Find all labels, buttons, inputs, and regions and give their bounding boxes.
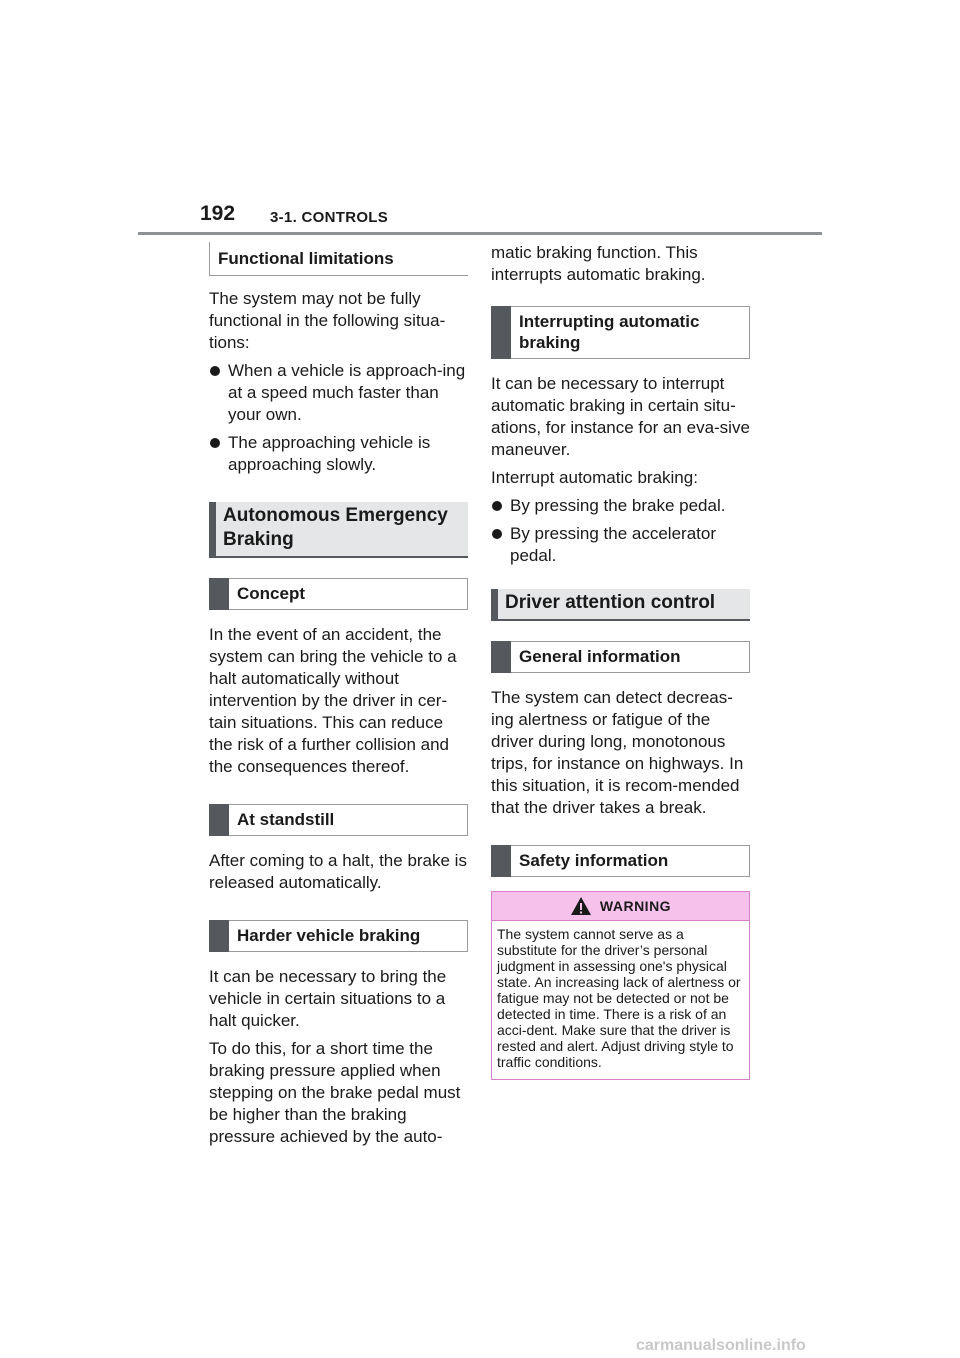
section-heading-driver-attention: Driver attention control: [491, 589, 750, 621]
subheading-concept: Concept: [209, 578, 468, 610]
subheading-general-information: General information: [491, 641, 750, 673]
warning-box: [491, 891, 750, 1080]
subheading-safety-information: Safety information: [491, 845, 750, 877]
heading-functional-limitations: Functional limitations: [209, 242, 468, 276]
interrupting-text-2: Interrupt automatic braking:: [491, 468, 698, 487]
interrupting-text-1: It can be necessary to interrupt automatic braking in certain situ-ations, for instance for an eva-sive maneuver.: [491, 374, 750, 459]
right-column: [491, 242, 750, 1080]
subheading-interrupting: Interrupting automatic braking: [491, 306, 750, 359]
continuation-text: matic braking function. This interrupts automatic braking.: [491, 243, 706, 284]
watermark: carmanualsonline.info: [636, 1337, 806, 1354]
warning-triangle-icon: [570, 896, 592, 916]
warning-text: The system cannot serve as a substitute for the driver’s personal judgment in assessing one's physical state. An increasing lack of alertness or fatigue may not be detected or not be detected in time. There is a risk of an acci-dent. Make sure that the driver is rested and alert. Adjust driving style to traffic conditions.: [497, 926, 741, 1070]
interrupting-list: [491, 495, 750, 567]
list-item: The approaching vehicle is approaching slowly.: [209, 432, 468, 476]
at-standstill-text: After coming to a halt, the brake is released automatically.: [209, 851, 467, 892]
concept-text: In the event of an accident, the system can bring the vehicle to a halt automatically without intervention by the driver in cer-tain situations. This can reduce the risk of a further collision and the consequences thereof.: [209, 625, 457, 776]
functional-limitations-list: [209, 360, 468, 476]
warning-header: [492, 892, 749, 921]
list-item: By pressing the brake pedal.: [491, 495, 750, 517]
general-information-text: The system can detect decreas-ing alertness or fatigue of the driver during long, monotonous trips, for instance on highways. In this situation, it is recom-mended that the driver takes a break.: [491, 688, 744, 817]
warning-title: WARNING: [599, 898, 672, 914]
subheading-harder-braking: Harder vehicle braking: [209, 920, 468, 952]
harder-braking-text-2: To do this, for a short time the braking pressure applied when stepping on the brake pedal must be higher than the braking pressure achieved by the auto-: [209, 1039, 461, 1146]
harder-braking-text-1: It can be necessary to bring the vehicle in certain situations to a halt quicker.: [209, 967, 447, 1030]
functional-limitations-intro: The system may not be fully functional in the following situa-tions:: [209, 289, 446, 352]
section-label: 3-1. CONTROLS: [270, 209, 389, 226]
page-number: 192: [200, 202, 236, 225]
left-column: [209, 242, 468, 1154]
list-item: When a vehicle is approach-ing at a speed much faster than your own.: [209, 360, 468, 426]
subheading-at-standstill: At standstill: [209, 804, 468, 836]
list-item: By pressing the accelerator pedal.: [491, 523, 750, 567]
header-rule: [138, 232, 822, 235]
section-heading-aeb: Autonomous Emergency Braking: [209, 502, 468, 558]
